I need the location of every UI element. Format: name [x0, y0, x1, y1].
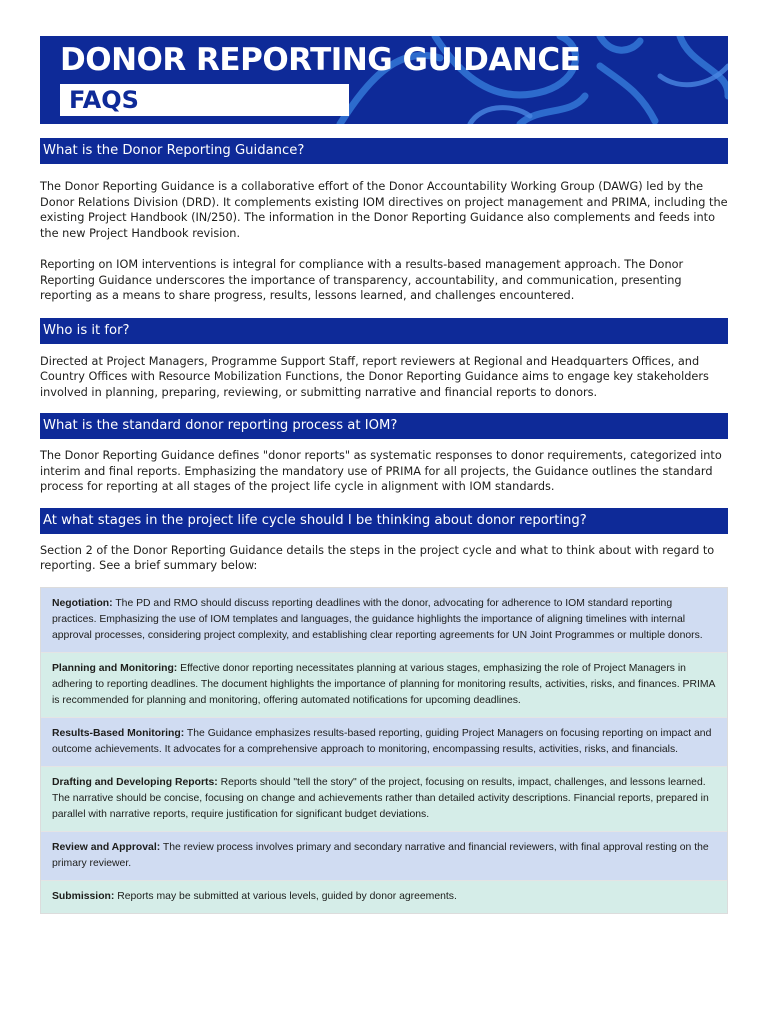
document-subtitle: FAQS	[60, 84, 349, 116]
summary-row-planning-monitoring	[41, 653, 727, 718]
summary-row-drafting-reports	[41, 767, 727, 832]
summary-row-submission	[41, 881, 727, 913]
summary-row-label: Planning and Monitoring:	[52, 662, 178, 674]
section-paragraph: Section 2 of the Donor Reporting Guidance details the steps in the project cycle and what to think about with regard to reporting. See a brief summary below:	[40, 543, 715, 572]
faq-page	[40, 36, 728, 914]
section-paragraph: Directed at Project Managers, Programme Support Staff, report reviewers at Regional and Headquarters Offices, and Country Offices with Resource Mobilization Functions, the Donor Reporting Guidance aims to engage key stakeholders involved in planning, preparing, reviewing, or submitting narrative and financial reports to donors.	[40, 354, 709, 399]
summary-row-label: Results-Based Monitoring:	[52, 727, 185, 739]
summary-row-results-based-monitoring	[41, 718, 727, 767]
section-heading-standard-process: What is the standard donor reporting process at IOM?	[40, 413, 728, 439]
document-title: DONOR REPORTING GUIDANCE	[60, 42, 581, 78]
section-paragraph: Reporting on IOM interventions is integral for compliance with a results-based management approach. The Donor Reporting Guidance underscores the importance of transparency, accountability, and communication, presenting reporting as a means to share progress, results, lessons learned, and challenges encountered.	[40, 258, 684, 302]
summary-row-text: Effective donor reporting necessitates planning at various stages, emphasizing the role of Project Managers in adhering to reporting deadlines. The document highlights the importance of planning for monitoring results, activities, risks, and finances. PRIMA is recommended for planning and monitoring, offering automated notifications for upcoming deadlines.	[52, 662, 715, 706]
summary-row-label: Negotiation:	[52, 597, 113, 609]
summary-row-label: Drafting and Developing Reports:	[52, 776, 218, 788]
section-heading-what-is: What is the Donor Reporting Guidance?	[40, 138, 728, 164]
summary-row-text: Reports should "tell the story" of the project, focusing on results, impact, challenges, and lessons learned. The narrative should be concise, focusing on change and achievements rather than detailed activity descriptions. Financial reports, prepared in parallel with narrative reports, require justification for significant budget deviations.	[52, 776, 709, 820]
summary-row-text: The review process involves primary and secondary narrative and financial reviewers, with final approval resting on the primary reviewer.	[52, 841, 709, 869]
summary-row-label: Submission:	[52, 890, 115, 902]
section-paragraph: The Donor Reporting Guidance defines "donor reports" as systematic responses to donor requirements, categorized into interim and final reports. Emphasizing the mandatory use of PRIMA for all projects, the Guidance outlines the standard process for reporting at all stages of the project life cycle in alignment with IOM standards.	[40, 449, 722, 493]
section-paragraph: The Donor Reporting Guidance is a collaborative effort of the Donor Accountability Working Group (DAWG) led by the Donor Relations Division (DRD). It complements existing IOM directives on project management and PRIMA, including the existing Project Handbook (IN/250). The information in the Donor Reporting Guidance also complements and feeds into the new Project Handbook revision.	[40, 180, 728, 240]
section-heading-who-for: Who is it for?	[40, 318, 728, 344]
summary-row-text: Reports may be submitted at various levels, guided by donor agreements.	[117, 890, 457, 902]
summary-row-text: The Guidance emphasizes results-based reporting, guiding Project Managers on focusing reporting on impact and outcome achievements. It advocates for a comprehensive approach to monitoring, encompassing results, activities, risks, and financials.	[52, 727, 712, 755]
stage-summary-table	[40, 587, 728, 914]
summary-row-review-approval	[41, 832, 727, 881]
summary-row-label: Review and Approval:	[52, 841, 161, 853]
summary-row-text: The PD and RMO should discuss reporting deadlines with the donor, advocating for adherence to IOM standard reporting practices. Emphasizing the use of IOM templates and languages, the guidance highlights the importance of aligning timelines with internal approval processes, considering project complexity, and establishing clear reporting agreements for UN Joint Programmes or multiple donors.	[52, 597, 703, 641]
header-banner	[40, 36, 728, 124]
section-heading-life-cycle-stages: At what stages in the project life cycle should I be thinking about donor reporting?	[40, 508, 728, 534]
summary-row-negotiation	[41, 588, 727, 653]
